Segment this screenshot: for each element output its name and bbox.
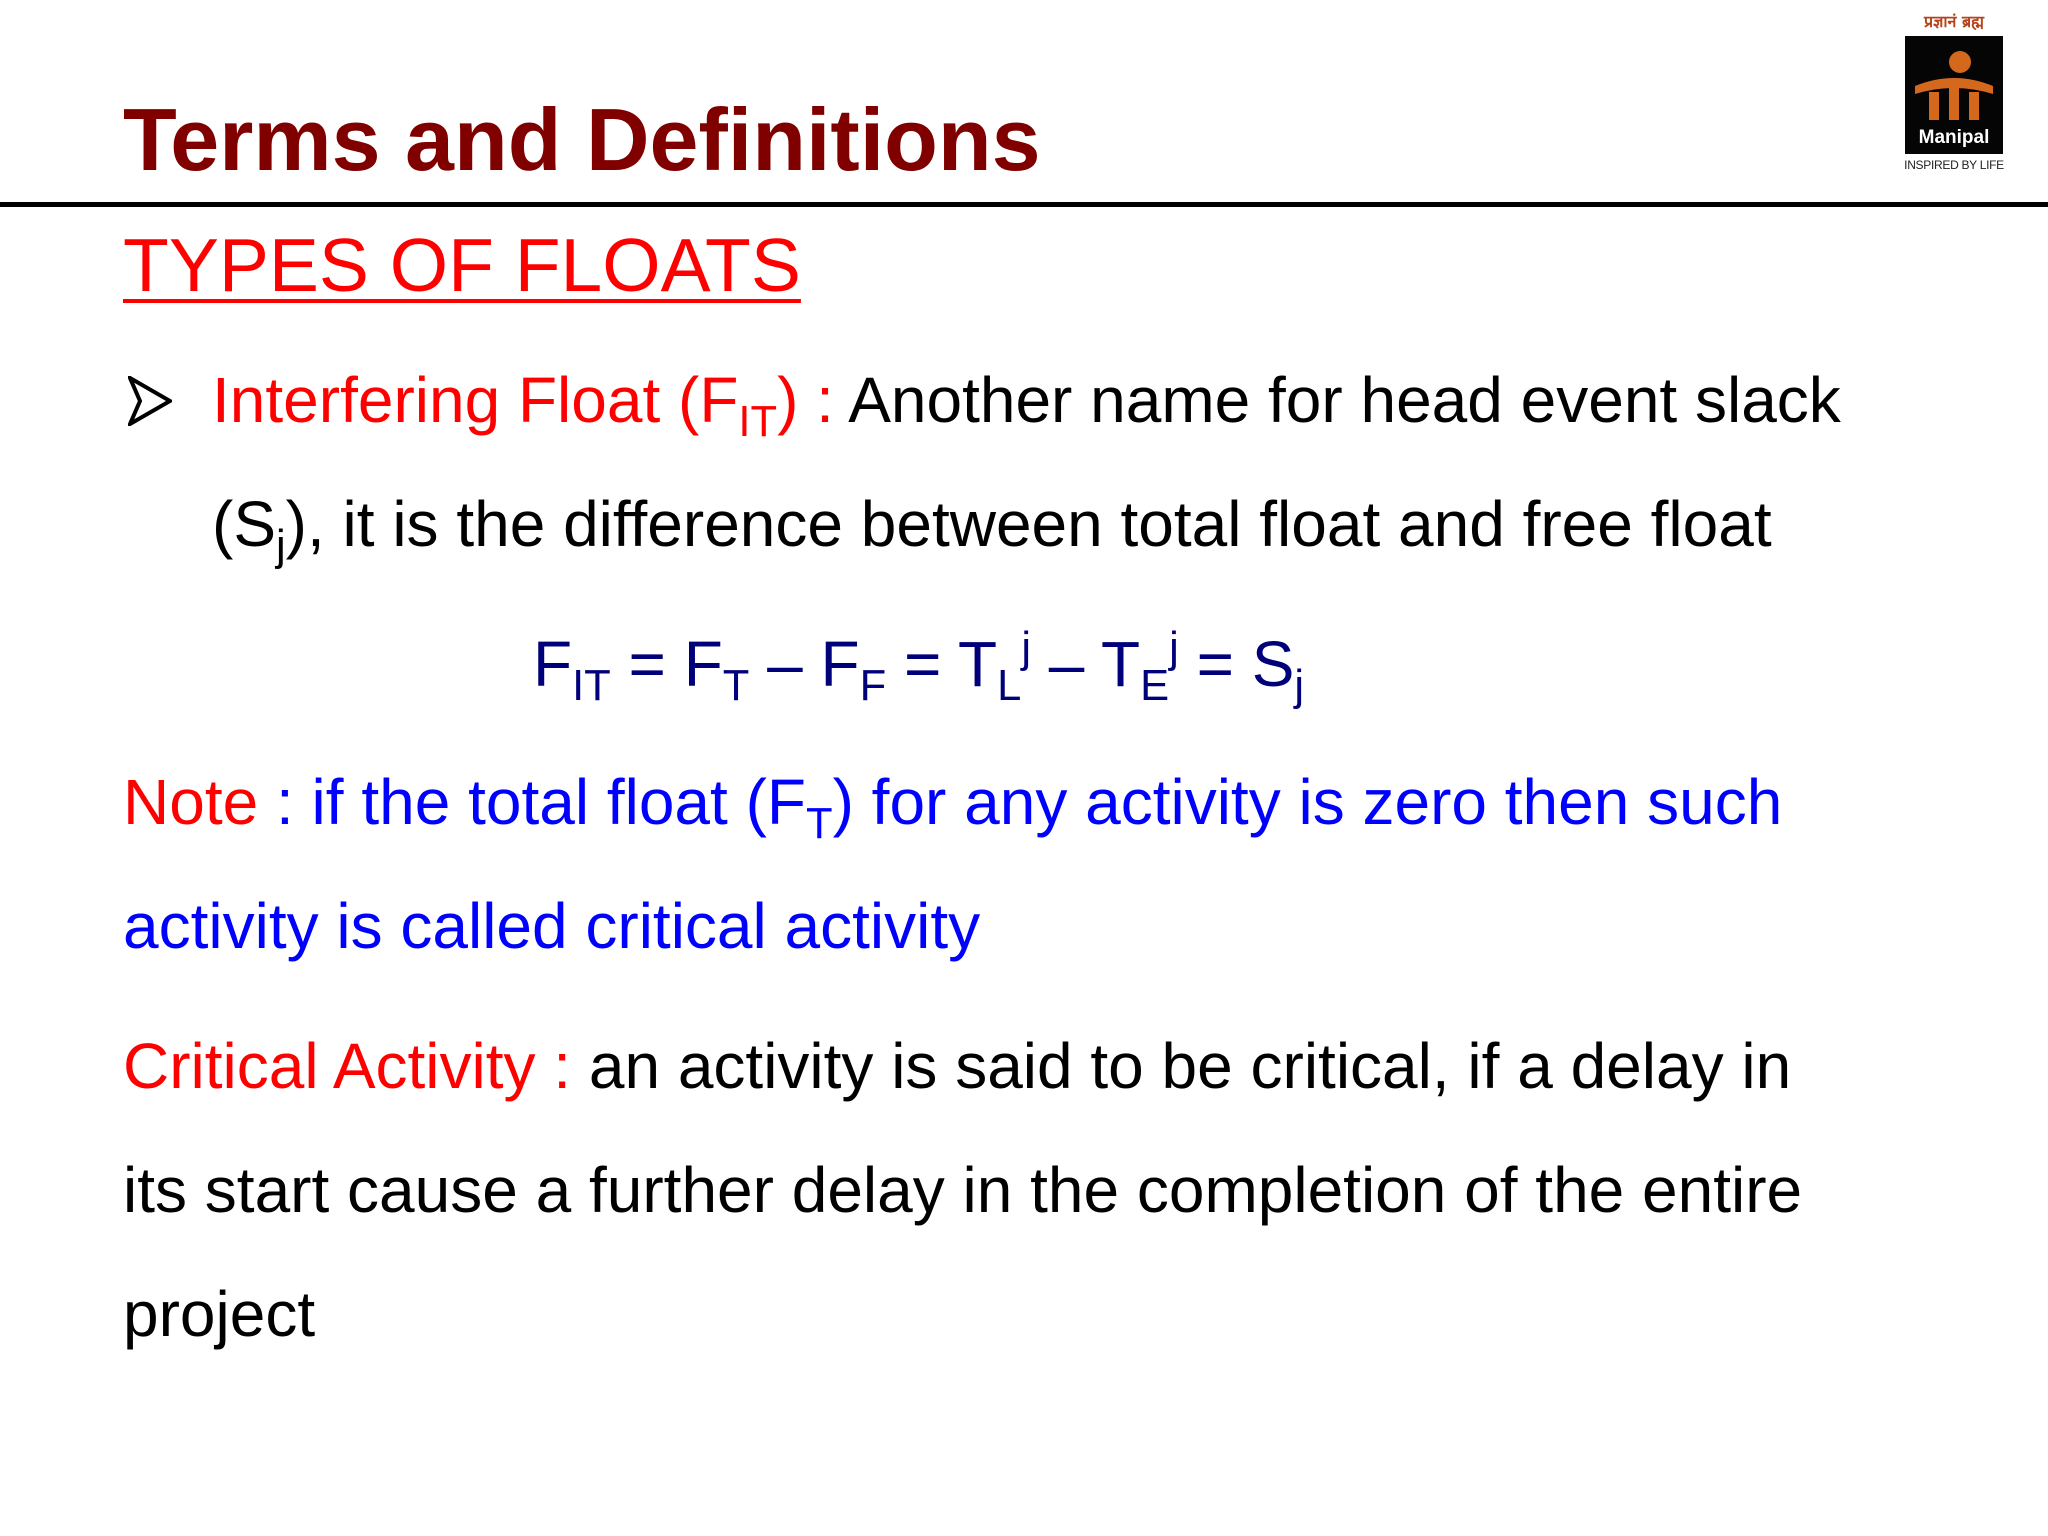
slide-title: Terms and Definitions <box>123 90 1041 189</box>
interfering-float-formula: $F_{IT} = F_T - F_F = T_L^j - T_E^j = S_j$ <box>533 624 1305 710</box>
interfering-float-definition: Another name for head event slack <box>833 364 1841 436</box>
critical-activity-line3: project <box>123 1278 316 1350</box>
note-label: Note <box>123 766 259 838</box>
critical-activity-line2: its start cause a further delay in the completion of the entire <box>123 1154 1803 1226</box>
note-line1: Note : if the total float $(F_T)$ for any activity is zero then such <box>123 766 1783 848</box>
title-divider <box>0 202 2048 207</box>
note-line2: activity is called critical activity <box>123 890 981 962</box>
arrow-bullet-icon <box>128 376 172 426</box>
logo-name: Manipal <box>1918 127 1990 148</box>
manipal-logo <box>1900 14 2008 178</box>
section-heading: TYPES OF FLOATS <box>123 223 801 307</box>
interfering-float-term: Interfering Float $(F_{IT})$ : <box>212 364 834 446</box>
note-text: if the total float $(F_T)$ for any activity is zero then such <box>311 766 1783 848</box>
critical-activity-label: Critical Activity : <box>123 1030 572 1102</box>
critical-activity-line1: Critical Activity : an activity is said to be critical, if a delay in <box>123 1030 1792 1102</box>
interfering-float-line2: $(S_j)$, it is the difference between total float and free float <box>212 488 1772 570</box>
interfering-float-line1 <box>212 364 1841 446</box>
logo-sanskrit-text: प्रज्ञानं ब्रह्म <box>1924 12 1984 31</box>
logo-emblem <box>1905 36 2003 154</box>
logo-tagline: INSPIRED BY LIFE <box>1904 158 2004 172</box>
